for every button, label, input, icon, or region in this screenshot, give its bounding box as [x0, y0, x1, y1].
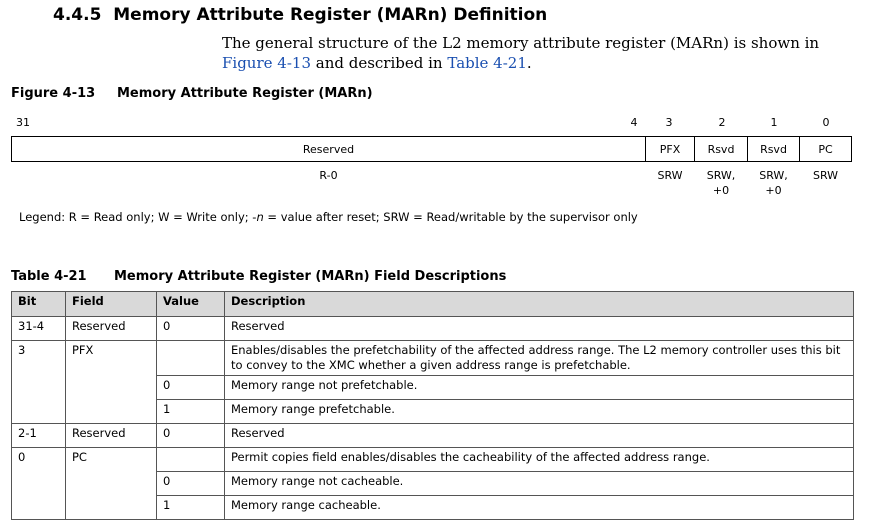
description-cell: Reserved	[225, 317, 854, 341]
table-row	[12, 424, 854, 448]
value-cell	[157, 341, 225, 376]
field-descriptions-table	[11, 291, 854, 520]
bit-label: 31	[16, 116, 30, 129]
intro-paragraph	[222, 33, 862, 73]
field-cell: Reserved	[66, 317, 157, 341]
access-type: SRW, +0	[706, 169, 736, 197]
access-type: SRW	[657, 169, 683, 182]
value-cell: 0	[157, 376, 225, 400]
description-cell: Memory range not cacheable.	[225, 472, 854, 496]
table-link[interactable]: Table 4-21	[447, 54, 527, 72]
bit-cell: 31-4	[12, 317, 66, 341]
table-number: Table 4-21	[11, 269, 87, 284]
value-cell	[157, 448, 225, 472]
description-cell: Memory range cacheable.	[225, 496, 854, 520]
description-cell: Memory range prefetchable.	[225, 400, 854, 424]
value-cell: 0	[157, 424, 225, 448]
description-cell: Memory range not prefetchable.	[225, 376, 854, 400]
column-header: Value	[157, 292, 225, 317]
bit-cell: 0	[12, 448, 66, 520]
register-field-pfx: PFX	[645, 136, 695, 162]
access-type: SRW	[812, 169, 839, 182]
field-cell: Reserved	[66, 424, 157, 448]
table-row	[12, 448, 854, 472]
description-cell: Enables/disables the prefetchability of the affected address range. The L2 memory controller uses this bit to convey to the XMC whether a given address range is prefetchable.	[225, 341, 854, 376]
register-field-pc: PC	[799, 136, 852, 162]
figure-link[interactable]: Figure 4-13	[222, 54, 311, 72]
section-number: 4.4.5	[53, 5, 102, 25]
bit-label: 0	[822, 116, 830, 129]
table-row	[12, 341, 854, 376]
intro-text: and described in	[310, 54, 448, 72]
legend-text: = value after reset; SRW = Read/writable by the supervisor only	[263, 210, 638, 224]
bit-label: 4	[630, 116, 638, 129]
access-type: SRW, +0	[759, 169, 788, 197]
value-cell: 0	[157, 317, 225, 341]
legend-text: Legend: R = Read only; W = Write only; -	[19, 210, 257, 224]
bit-cell: 3	[12, 341, 66, 424]
register-field-reserved: Reserved	[11, 136, 646, 162]
description-cell: Permit copies field enables/disables the cacheability of the affected address range.	[225, 448, 854, 472]
value-cell: 1	[157, 400, 225, 424]
bit-label: 3	[665, 116, 673, 129]
figure-caption	[11, 86, 373, 101]
column-header: Bit	[12, 292, 66, 317]
field-cell: PC	[66, 448, 157, 520]
access-type: R-0	[319, 169, 338, 182]
value-cell: 1	[157, 496, 225, 520]
description-cell: Reserved	[225, 424, 854, 448]
column-header: Description	[225, 292, 854, 317]
intro-text: .	[526, 54, 532, 72]
figure-legend	[19, 210, 638, 224]
table-row	[12, 317, 854, 341]
bit-label: 2	[718, 116, 726, 129]
table-header-row	[12, 292, 854, 317]
column-header: Field	[66, 292, 157, 317]
bit-label: 1	[770, 116, 778, 129]
field-cell: PFX	[66, 341, 157, 424]
legend-text: n	[256, 210, 264, 224]
register-field-rsvd: Rsvd	[747, 136, 800, 162]
value-cell: 0	[157, 472, 225, 496]
table-caption	[11, 269, 506, 284]
figure-number: Figure 4-13	[11, 86, 96, 101]
intro-text: The general structure of the L2 memory attribute register (MARn) is shown in	[222, 34, 820, 52]
table-title: Memory Attribute Register (MARn) Field Descriptions	[114, 269, 507, 284]
section-title: Memory Attribute Register (MARn) Definition	[113, 5, 548, 25]
bit-cell: 2-1	[12, 424, 66, 448]
register-field-rsvd: Rsvd	[694, 136, 748, 162]
figure-title: Memory Attribute Register (MARn)	[117, 86, 373, 101]
section-heading	[53, 5, 547, 25]
